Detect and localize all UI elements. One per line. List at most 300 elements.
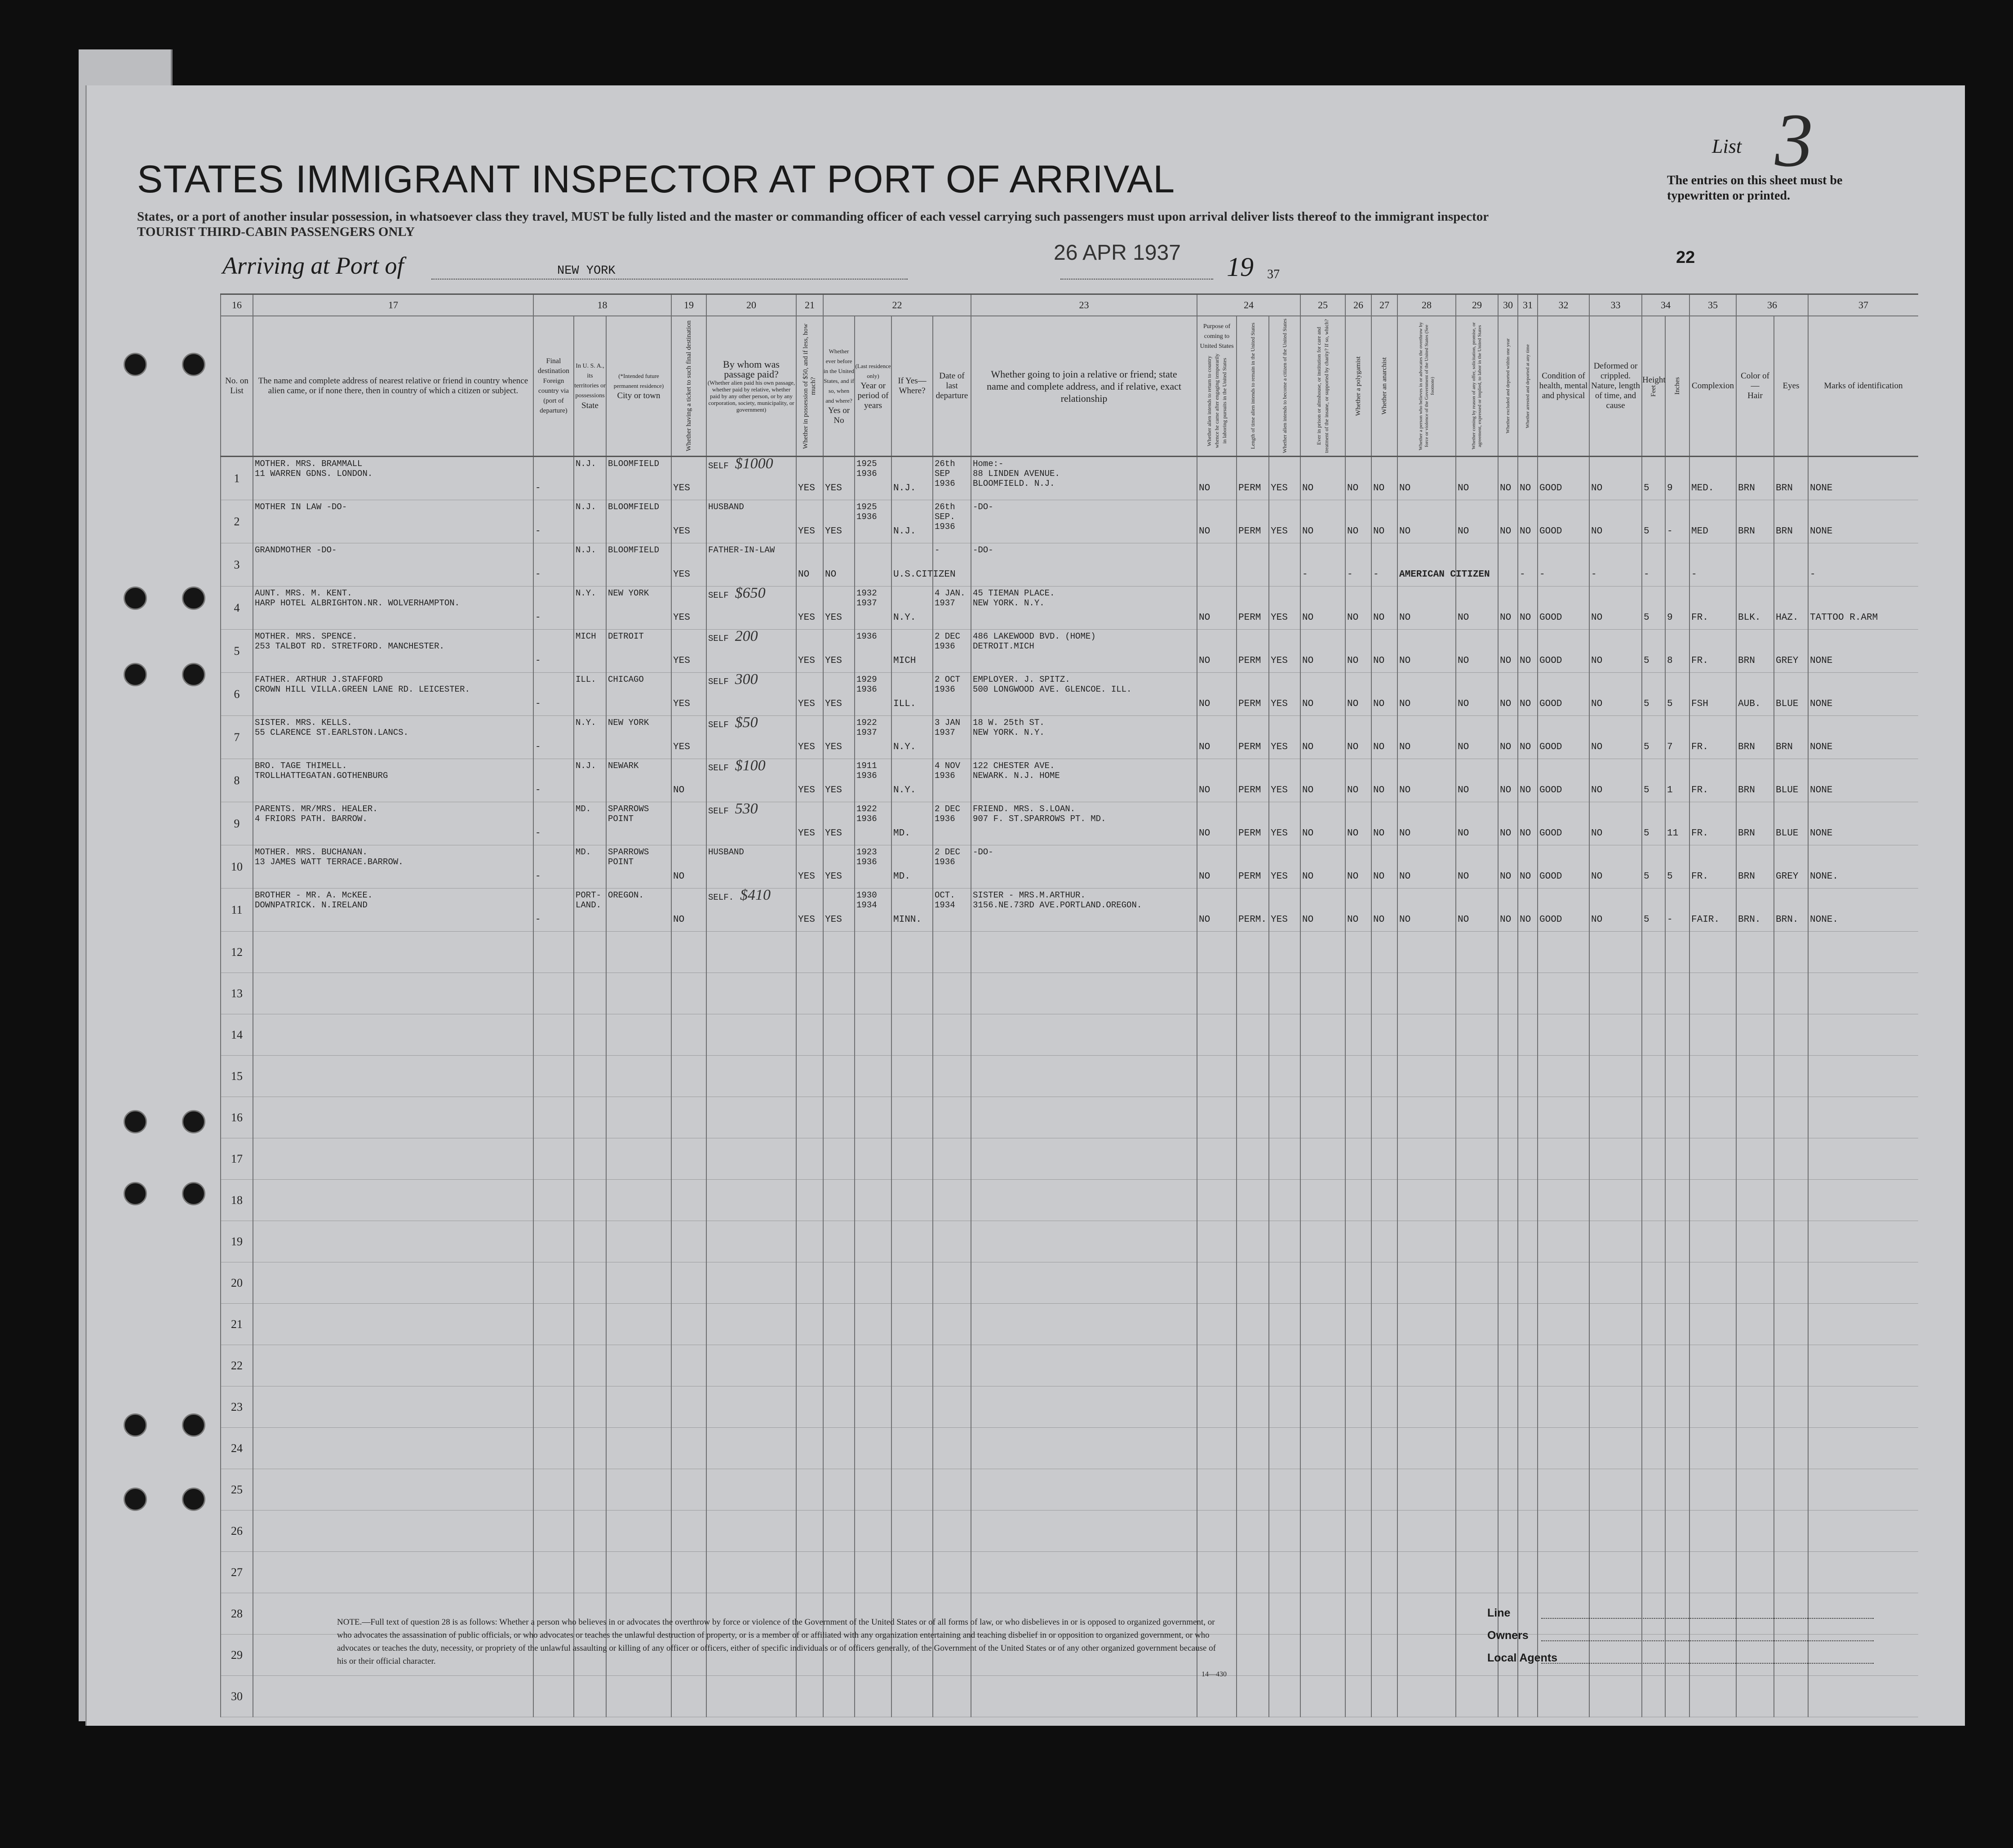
cell-p1: NO bbox=[1197, 888, 1237, 932]
table-row bbox=[221, 845, 1918, 888]
cell-c31: NO bbox=[1518, 457, 1538, 500]
cell-city: CHICAGO bbox=[606, 673, 671, 716]
header-prison-label: Ever in prison or almshouse, or institution for care and treatment of the insane, or supported by charity? If so, which? bbox=[1316, 319, 1330, 453]
cell-date: 26th SEP 1936 bbox=[933, 457, 971, 500]
empty-cell bbox=[1665, 932, 1689, 973]
empty-cell bbox=[1197, 1138, 1237, 1180]
punch-hole bbox=[124, 663, 147, 686]
empty-cell bbox=[533, 1097, 574, 1138]
empty-cell bbox=[1518, 932, 1538, 973]
empty-cell bbox=[891, 1262, 933, 1304]
cell-p2: PERM bbox=[1237, 500, 1269, 543]
header-purpose-return-label: Whether alien intends to return to country whence he came after engaging temporarily in laboring pursuits in the United States bbox=[1206, 353, 1228, 449]
arriving-label: Arriving at Port of bbox=[222, 252, 404, 279]
cell-p2: PERM bbox=[1237, 586, 1269, 630]
cell-complexion: FR. bbox=[1689, 586, 1736, 630]
empty-cell bbox=[1538, 1386, 1589, 1428]
cell-yn: YES bbox=[823, 457, 855, 500]
empty-cell bbox=[671, 932, 706, 973]
empty-cell bbox=[253, 1221, 533, 1262]
empty-cell bbox=[1665, 1386, 1689, 1428]
empty-cell bbox=[1736, 1138, 1774, 1180]
empty-cell bbox=[823, 1510, 855, 1552]
cell-health: GOOD bbox=[1538, 500, 1589, 543]
cell-c25: NO bbox=[1300, 457, 1345, 500]
empty-cell bbox=[1774, 1138, 1808, 1180]
empty-table-row bbox=[221, 1056, 1918, 1097]
header-inches-label: Inches bbox=[1673, 377, 1681, 395]
empty-cell bbox=[1642, 1180, 1665, 1221]
header-purpose-return bbox=[1197, 316, 1237, 457]
empty-cell bbox=[1397, 1097, 1456, 1138]
empty-cell bbox=[1345, 1593, 1371, 1635]
empty-cell bbox=[574, 1262, 606, 1304]
empty-cell bbox=[796, 1097, 823, 1138]
cell-no: 16 bbox=[221, 1097, 253, 1138]
empty-cell bbox=[796, 932, 823, 973]
empty-cell bbox=[671, 1428, 706, 1469]
empty-cell bbox=[933, 1056, 971, 1097]
cell-c25: NO bbox=[1300, 802, 1345, 845]
cell-hair: BRN bbox=[1736, 802, 1774, 845]
cell-c26: NO bbox=[1345, 845, 1371, 888]
cell-feet: 5 bbox=[1642, 759, 1665, 802]
punch-hole bbox=[182, 353, 205, 376]
empty-cell bbox=[1197, 1552, 1237, 1593]
empty-cell bbox=[971, 973, 1197, 1014]
cell-relative: GRANDMOTHER -DO- bbox=[253, 543, 533, 586]
cell-no: 20 bbox=[221, 1262, 253, 1304]
empty-cell bbox=[1371, 1552, 1397, 1593]
cell-c26: NO bbox=[1345, 630, 1371, 673]
handwritten-money-note: 300 bbox=[735, 671, 758, 688]
empty-table-row bbox=[221, 1428, 1918, 1469]
column-header-row bbox=[221, 316, 1918, 457]
cell-ticket bbox=[671, 802, 706, 845]
empty-table-row bbox=[221, 1510, 1918, 1552]
empty-cell bbox=[1808, 1221, 1918, 1262]
header-ticket bbox=[671, 316, 706, 457]
empty-cell bbox=[1397, 1056, 1456, 1097]
cell-inches: 7 bbox=[1665, 716, 1689, 759]
cell-c25: - bbox=[1300, 543, 1345, 586]
table-row bbox=[221, 673, 1918, 716]
empty-cell bbox=[933, 973, 971, 1014]
empty-cell bbox=[1642, 1056, 1665, 1097]
empty-cell bbox=[855, 1304, 891, 1345]
year-prefix: 19 bbox=[1227, 252, 1254, 282]
cell-c26: - bbox=[1345, 543, 1371, 586]
empty-cell bbox=[1774, 1593, 1808, 1635]
empty-cell bbox=[1736, 1469, 1774, 1510]
header-polygamist-label: Whether a polygamist bbox=[1354, 356, 1362, 416]
year-suffix: 37 bbox=[1267, 267, 1280, 281]
empty-cell bbox=[823, 1552, 855, 1593]
cell-feet: 5 bbox=[1642, 586, 1665, 630]
list-label: List bbox=[1712, 135, 1742, 157]
cell-health: GOOD bbox=[1538, 630, 1589, 673]
empty-cell bbox=[1736, 1510, 1774, 1552]
empty-cell bbox=[1498, 1097, 1518, 1138]
empty-cell bbox=[1589, 973, 1642, 1014]
cell-foreign: - bbox=[533, 888, 574, 932]
empty-cell bbox=[891, 1014, 933, 1056]
header-hair bbox=[1736, 316, 1774, 457]
empty-table-row bbox=[221, 973, 1918, 1014]
cell-c25: NO bbox=[1300, 888, 1345, 932]
cell-inches: - bbox=[1665, 888, 1689, 932]
empty-cell bbox=[1456, 1262, 1498, 1304]
cell-p1 bbox=[1197, 543, 1237, 586]
cell-p3: YES bbox=[1269, 888, 1300, 932]
empty-cell bbox=[1589, 1386, 1642, 1428]
empty-cell bbox=[1269, 1304, 1300, 1345]
cell-c30: NO bbox=[1498, 888, 1518, 932]
cell-ticket: YES bbox=[671, 586, 706, 630]
empty-cell bbox=[1371, 1014, 1397, 1056]
empty-cell bbox=[533, 1676, 574, 1717]
cell-hair: BRN bbox=[1736, 457, 1774, 500]
empty-cell bbox=[855, 1386, 891, 1428]
footnote bbox=[337, 1616, 1227, 1681]
cell-p3: YES bbox=[1269, 457, 1300, 500]
empty-cell bbox=[855, 1262, 891, 1304]
header-anarchist bbox=[1371, 316, 1397, 457]
cell-health: GOOD bbox=[1538, 716, 1589, 759]
empty-cell bbox=[855, 1180, 891, 1221]
cell-city: BLOOMFIELD bbox=[606, 500, 671, 543]
empty-cell bbox=[1774, 1345, 1808, 1386]
cell-where: ILL. bbox=[891, 673, 933, 716]
cell-health: - bbox=[1538, 543, 1589, 586]
empty-cell bbox=[796, 1469, 823, 1510]
empty-cell bbox=[533, 932, 574, 973]
cell-marks: - bbox=[1808, 543, 1918, 586]
header-color-group: Color of— bbox=[1741, 371, 1769, 391]
empty-cell bbox=[574, 1428, 606, 1469]
empty-cell bbox=[1689, 1180, 1736, 1221]
empty-cell bbox=[1808, 1428, 1918, 1469]
cell-no: 7 bbox=[221, 716, 253, 759]
empty-cell bbox=[1456, 1056, 1498, 1097]
empty-cell bbox=[1589, 1593, 1642, 1635]
col-num-17: 17 bbox=[253, 294, 533, 316]
header-deported-label: Whether arrested and deported at any time bbox=[1525, 344, 1530, 428]
cell-c29: NO bbox=[1456, 586, 1498, 630]
empty-cell bbox=[1371, 1510, 1397, 1552]
cell-years: 1922 1936 bbox=[855, 802, 891, 845]
empty-cell bbox=[671, 1676, 706, 1717]
empty-cell bbox=[891, 1056, 933, 1097]
empty-cell bbox=[1736, 1676, 1774, 1717]
cell-deformed: NO bbox=[1589, 802, 1642, 845]
empty-cell bbox=[1269, 1056, 1300, 1097]
empty-cell bbox=[1538, 1262, 1589, 1304]
empty-cell bbox=[1736, 1262, 1774, 1304]
cell-years: 1925 1936 bbox=[855, 457, 891, 500]
empty-cell bbox=[1665, 1593, 1689, 1635]
empty-cell bbox=[1269, 1386, 1300, 1428]
cell-ticket: YES bbox=[671, 716, 706, 759]
header-foreign-country bbox=[533, 316, 574, 457]
punch-hole bbox=[182, 1488, 205, 1511]
empty-cell bbox=[671, 1221, 706, 1262]
cell-city: OREGON. bbox=[606, 888, 671, 932]
cell-health: GOOD bbox=[1538, 802, 1589, 845]
cell-years bbox=[855, 543, 891, 586]
empty-cell bbox=[1689, 973, 1736, 1014]
cell-date: 3 JAN 1937 bbox=[933, 716, 971, 759]
col-num-16: 16 bbox=[221, 294, 253, 316]
empty-table-row bbox=[221, 1386, 1918, 1428]
empty-cell bbox=[1736, 1221, 1774, 1262]
empty-cell bbox=[1589, 1056, 1642, 1097]
empty-table-row bbox=[221, 1469, 1918, 1510]
cell-where: MICH bbox=[891, 630, 933, 673]
empty-cell bbox=[823, 1262, 855, 1304]
empty-cell bbox=[1665, 1552, 1689, 1593]
cell-feet: 5 bbox=[1642, 888, 1665, 932]
cell-marks: NONE bbox=[1808, 500, 1918, 543]
cell-state: N.J. bbox=[574, 500, 606, 543]
header-labor-offer bbox=[1456, 316, 1498, 457]
empty-cell bbox=[1397, 1552, 1456, 1593]
empty-cell bbox=[823, 1056, 855, 1097]
empty-cell bbox=[1197, 1345, 1237, 1386]
cell-relative: FATHER. ARTHUR J.STAFFORD CROWN HILL VILLA.GREEN LANE RD. LEICESTER. bbox=[253, 673, 533, 716]
cell-years: 1930 1934 bbox=[855, 888, 891, 932]
empty-cell bbox=[706, 1510, 796, 1552]
empty-cell bbox=[574, 1345, 606, 1386]
cell-eyes: BLUE bbox=[1774, 759, 1808, 802]
empty-cell bbox=[1589, 1469, 1642, 1510]
empty-cell bbox=[1498, 932, 1518, 973]
empty-cell bbox=[1345, 1138, 1371, 1180]
empty-cell bbox=[933, 1180, 971, 1221]
empty-cell bbox=[1808, 1593, 1918, 1635]
empty-cell bbox=[1269, 1510, 1300, 1552]
empty-cell bbox=[706, 1138, 796, 1180]
empty-cell bbox=[933, 1469, 971, 1510]
cell-c31: NO bbox=[1518, 845, 1538, 888]
empty-cell bbox=[606, 1345, 671, 1386]
empty-cell bbox=[1371, 1428, 1397, 1469]
cell-yn: YES bbox=[823, 673, 855, 716]
cell-ticket: NO bbox=[671, 759, 706, 802]
cell-where: N.Y. bbox=[891, 586, 933, 630]
cell-hair: BRN bbox=[1736, 759, 1774, 802]
empty-cell bbox=[1345, 1386, 1371, 1428]
cell-c27: NO bbox=[1371, 802, 1397, 845]
col-num-21: 21 bbox=[796, 294, 823, 316]
empty-cell bbox=[606, 1469, 671, 1510]
empty-cell bbox=[1197, 973, 1237, 1014]
empty-cell bbox=[891, 1469, 933, 1510]
empty-cell bbox=[1808, 1676, 1918, 1717]
empty-cell bbox=[1518, 973, 1538, 1014]
empty-cell bbox=[606, 1676, 671, 1717]
empty-cell bbox=[1300, 1386, 1345, 1428]
header-join-relative: Whether going to join a relative or friend; state name and complete address, and if relative, exact relationship bbox=[971, 316, 1197, 457]
cell-foreign: - bbox=[533, 543, 574, 586]
header-relative-address: The name and complete address of nearest relative or friend in country whence alien came, or if none there, then in country of which a citizen or subject. bbox=[253, 316, 533, 457]
empty-cell bbox=[1642, 1345, 1665, 1386]
empty-cell bbox=[933, 1221, 971, 1262]
cell-eyes: BRN. bbox=[1774, 888, 1808, 932]
empty-cell bbox=[971, 932, 1197, 973]
cell-p1: NO bbox=[1197, 845, 1237, 888]
cell-ticket: NO bbox=[671, 845, 706, 888]
empty-cell bbox=[891, 1428, 933, 1469]
empty-cell bbox=[823, 973, 855, 1014]
handwritten-money-note: $410 bbox=[740, 887, 771, 903]
cell-paid: SELF $1000 bbox=[706, 457, 796, 500]
header-final-destination: Final destination bbox=[537, 357, 570, 375]
cell-health: GOOD bbox=[1538, 888, 1589, 932]
cell-eyes: GREY bbox=[1774, 845, 1808, 888]
header-period bbox=[855, 316, 891, 457]
empty-cell bbox=[574, 1386, 606, 1428]
empty-cell bbox=[1269, 1180, 1300, 1221]
empty-cell bbox=[971, 1097, 1197, 1138]
cell-city: SPARROWS POINT bbox=[606, 845, 671, 888]
cell-p1: NO bbox=[1197, 586, 1237, 630]
empty-cell bbox=[671, 1386, 706, 1428]
header-passage-paid bbox=[706, 316, 796, 457]
empty-cell bbox=[1300, 932, 1345, 973]
passenger-class-line: TOURIST THIRD-CABIN PASSENGERS ONLY bbox=[137, 225, 415, 239]
empty-cell bbox=[971, 1676, 1197, 1717]
cell-c27: NO bbox=[1371, 457, 1397, 500]
cell-c27: NO bbox=[1371, 759, 1397, 802]
empty-cell bbox=[574, 1676, 606, 1717]
empty-cell bbox=[253, 1345, 533, 1386]
cell-date: OCT. 1934 bbox=[933, 888, 971, 932]
header-overthrow-label: Whether a person who believes in or advocates the overthrow by force or violence of the Government of the United States (See footnote) bbox=[1418, 322, 1435, 450]
empty-table-row bbox=[221, 1262, 1918, 1304]
cell-inches: 9 bbox=[1665, 457, 1689, 500]
empty-cell bbox=[253, 1138, 533, 1180]
footnote-form-code: 14—430 bbox=[1202, 1670, 1227, 1678]
cell-state: N.Y. bbox=[574, 586, 606, 630]
cell-date: 4 NOV 1936 bbox=[933, 759, 971, 802]
empty-cell bbox=[1589, 1304, 1642, 1345]
empty-cell bbox=[1456, 1304, 1498, 1345]
cell-no: 5 bbox=[221, 630, 253, 673]
empty-cell bbox=[1774, 1386, 1808, 1428]
cell-no: 29 bbox=[221, 1635, 253, 1676]
col-num-37: 37 bbox=[1808, 294, 1918, 316]
cell-date: 4 JAN. 1937 bbox=[933, 586, 971, 630]
cell-c28: NO bbox=[1397, 716, 1456, 759]
header-city-label: City or town bbox=[617, 391, 661, 400]
empty-cell bbox=[1589, 1221, 1642, 1262]
empty-cell bbox=[1689, 1138, 1736, 1180]
header-money-label: Whether in possession of $50, and if less, how much? bbox=[802, 323, 817, 449]
punch-hole bbox=[182, 1110, 205, 1133]
empty-cell bbox=[1456, 1676, 1498, 1717]
empty-cell bbox=[796, 973, 823, 1014]
header-deported bbox=[1518, 316, 1538, 457]
empty-cell bbox=[1456, 932, 1498, 973]
column-number-row bbox=[221, 294, 1918, 316]
empty-cell bbox=[1300, 1345, 1345, 1386]
empty-cell bbox=[1498, 1138, 1518, 1180]
header-eyes: Eyes bbox=[1774, 316, 1808, 457]
empty-cell bbox=[1345, 1510, 1371, 1552]
cell-c31: NO bbox=[1518, 630, 1538, 673]
empty-cell bbox=[1689, 1428, 1736, 1469]
empty-cell bbox=[1642, 1097, 1665, 1138]
cell-p2: PERM bbox=[1237, 630, 1269, 673]
empty-cell bbox=[1665, 1676, 1689, 1717]
empty-cell bbox=[796, 1180, 823, 1221]
empty-cell bbox=[1538, 1304, 1589, 1345]
cell-relative: AUNT. MRS. M. KENT. HARP HOTEL ALBRIGHTON.NR. WOLVERHAMPTON. bbox=[253, 586, 533, 630]
empty-cell bbox=[1237, 973, 1269, 1014]
empty-cell bbox=[1665, 1056, 1689, 1097]
empty-cell bbox=[891, 1345, 933, 1386]
cell-where: MD. bbox=[891, 802, 933, 845]
cell-paid: SELF 300 bbox=[706, 673, 796, 716]
empty-cell bbox=[1498, 1428, 1518, 1469]
cell-p1: NO bbox=[1197, 716, 1237, 759]
empty-cell bbox=[1456, 1510, 1498, 1552]
empty-cell bbox=[971, 1428, 1197, 1469]
empty-cell bbox=[1665, 1014, 1689, 1056]
empty-cell bbox=[823, 1180, 855, 1221]
empty-cell bbox=[1518, 1304, 1538, 1345]
empty-cell bbox=[1518, 1552, 1538, 1593]
empty-cell bbox=[1197, 1304, 1237, 1345]
cell-years: 1936 bbox=[855, 630, 891, 673]
empty-cell bbox=[606, 1180, 671, 1221]
col-num-35: 35 bbox=[1689, 294, 1736, 316]
empty-cell bbox=[1269, 1428, 1300, 1469]
owners-dotted-line bbox=[1541, 1640, 1874, 1641]
empty-cell bbox=[971, 1221, 1197, 1262]
page-number: 22 bbox=[1676, 248, 1695, 267]
empty-cell bbox=[1808, 1180, 1918, 1221]
cell-ticket: NO bbox=[671, 888, 706, 932]
empty-cell bbox=[891, 1304, 933, 1345]
empty-cell bbox=[1397, 932, 1456, 973]
empty-cell bbox=[253, 973, 533, 1014]
page-title: STATES IMMIGRANT INSPECTOR AT PORT OF ARRIVAL bbox=[137, 158, 1175, 201]
empty-cell bbox=[671, 1510, 706, 1552]
empty-cell bbox=[1456, 1014, 1498, 1056]
empty-cell bbox=[1269, 1014, 1300, 1056]
empty-cell bbox=[1371, 1635, 1397, 1676]
empty-cell bbox=[1518, 1138, 1538, 1180]
empty-cell bbox=[1456, 1097, 1498, 1138]
empty-cell bbox=[574, 1097, 606, 1138]
empty-cell bbox=[574, 1469, 606, 1510]
cell-c27: NO bbox=[1371, 716, 1397, 759]
cell-no: 2 bbox=[221, 500, 253, 543]
empty-cell bbox=[1345, 1180, 1371, 1221]
cell-hair: BRN bbox=[1736, 845, 1774, 888]
empty-cell bbox=[1689, 1593, 1736, 1635]
empty-cell bbox=[1538, 1593, 1589, 1635]
empty-table-row bbox=[221, 1097, 1918, 1138]
col-num-36: 36 bbox=[1736, 294, 1808, 316]
empty-cell bbox=[574, 932, 606, 973]
empty-cell bbox=[971, 1056, 1197, 1097]
empty-cell bbox=[1397, 1014, 1456, 1056]
cell-c28: NO bbox=[1397, 759, 1456, 802]
cell-city: NEWARK bbox=[606, 759, 671, 802]
